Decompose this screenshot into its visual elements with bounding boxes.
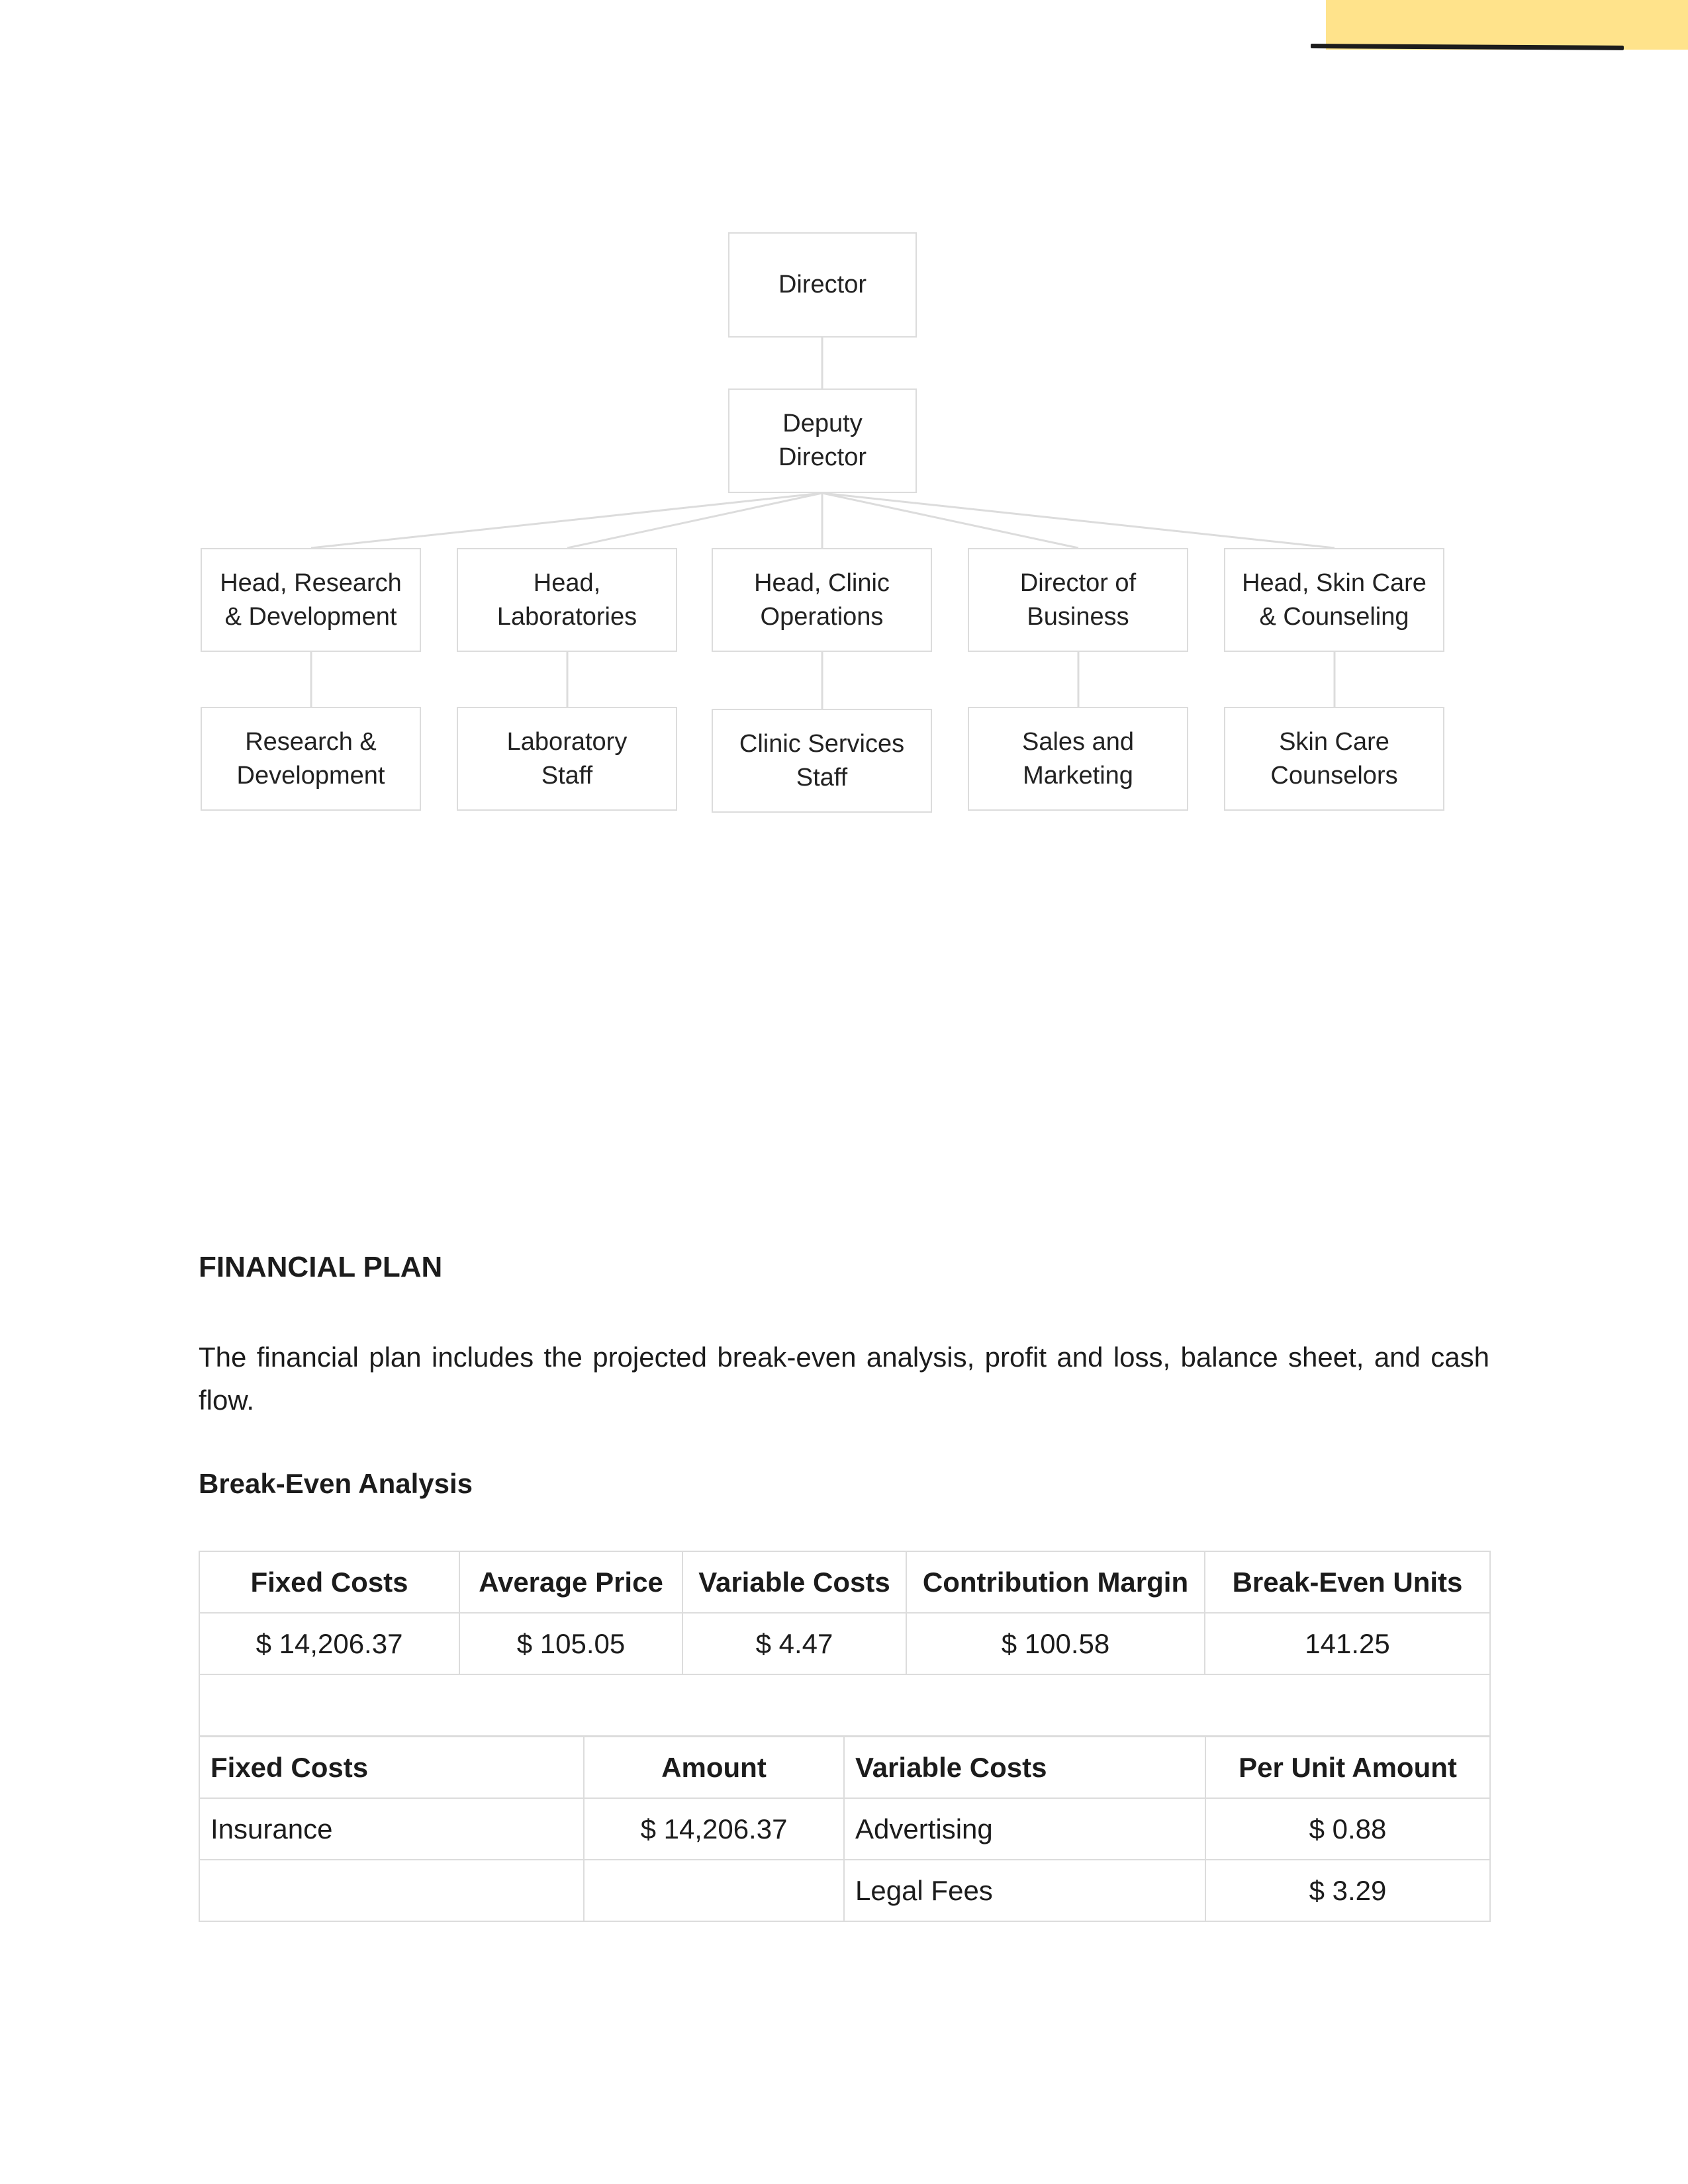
- table-row: [199, 1613, 1490, 1674]
- table-row: [199, 1860, 1490, 1921]
- header-break-even-units: Break-Even Units: [1205, 1551, 1490, 1613]
- variable-cost-amount: $ 0.88: [1205, 1798, 1490, 1860]
- org-box-head-laboratories: Head, Laboratories: [457, 548, 677, 652]
- header-average-price: Average Price: [459, 1551, 682, 1613]
- fixed-cost-amount: [584, 1860, 844, 1921]
- spacer-cell: [199, 1674, 1490, 1736]
- intro-paragraph: The financial plan includes the projected break-even analysis, profit and loss, balance sheet, and cash flow.: [199, 1342, 1489, 1416]
- value-fixed-costs: $ 14,206.37: [199, 1613, 459, 1674]
- org-box-clinic-staff: Clinic Services Staff: [712, 709, 932, 813]
- variable-cost-name: Advertising: [844, 1798, 1205, 1860]
- org-box-head-research: Head, Research & Development: [201, 548, 421, 652]
- org-box-director-business: Director of Business: [968, 548, 1188, 652]
- header-variable-costs: Variable Costs: [682, 1551, 906, 1613]
- variable-cost-name: Legal Fees: [844, 1860, 1205, 1921]
- header-per-unit-amount: Per Unit Amount: [1205, 1737, 1490, 1798]
- fixed-cost-name: [199, 1860, 584, 1921]
- value-break-even-units: 141.25: [1205, 1613, 1490, 1674]
- table-header-row: [199, 1737, 1490, 1798]
- header-fixed-costs: Fixed Costs: [199, 1737, 584, 1798]
- value-contribution-margin: $ 100.58: [906, 1613, 1205, 1674]
- org-box-deputy-director: Deputy Director: [728, 388, 917, 493]
- org-box-sales-marketing: Sales and Marketing: [968, 707, 1188, 811]
- org-box-skin-care-counselors: Skin Care Counselors: [1224, 707, 1444, 811]
- org-box-research-staff: Research & Development: [201, 707, 421, 811]
- table-header-row: [199, 1551, 1490, 1613]
- header-contribution-margin: Contribution Margin: [906, 1551, 1205, 1613]
- org-box-head-clinic: Head, Clinic Operations: [712, 548, 932, 652]
- header-amount: Amount: [584, 1737, 844, 1798]
- value-average-price: $ 105.05: [459, 1613, 682, 1674]
- section-title: FINANCIAL PLAN: [199, 1251, 443, 1283]
- org-box-head-skin-care: Head, Skin Care & Counseling: [1224, 548, 1444, 652]
- fixed-cost-name: Insurance: [199, 1798, 584, 1860]
- table-spacer-row: [199, 1674, 1490, 1736]
- variable-cost-amount: $ 3.29: [1205, 1860, 1490, 1921]
- org-box-director: Director: [728, 232, 917, 338]
- break-even-title: Break-Even Analysis: [199, 1468, 473, 1499]
- org-box-laboratory-staff: Laboratory Staff: [457, 707, 677, 811]
- break-even-summary-table: [199, 1551, 1491, 1737]
- fixed-cost-amount: $ 14,206.37: [584, 1798, 844, 1860]
- cost-detail-table: [199, 1736, 1491, 1922]
- table-row: [199, 1798, 1490, 1860]
- header-variable-costs: Variable Costs: [844, 1737, 1205, 1798]
- header-fixed-costs: Fixed Costs: [199, 1551, 459, 1613]
- value-variable-costs: $ 4.47: [682, 1613, 906, 1674]
